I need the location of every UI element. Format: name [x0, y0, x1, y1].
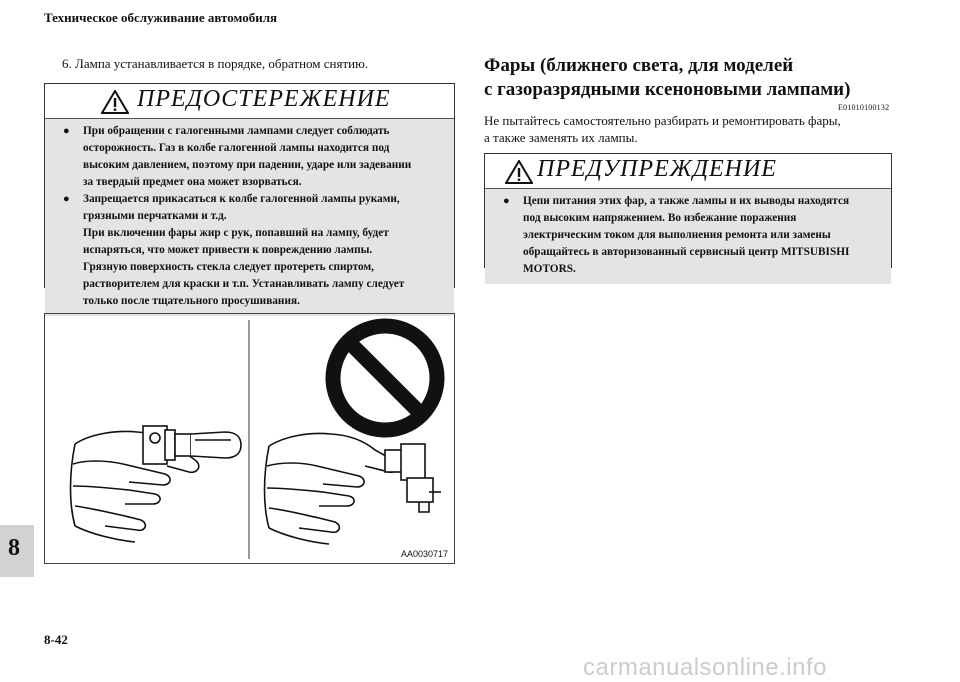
step-6-text: 6. Лампа устанавливается в порядке, обратном снятию.: [62, 56, 369, 71]
caution-box-title: ПРЕДУПРЕЖДЕНИЕ: [537, 156, 777, 182]
figure-code: AA0030717: [400, 549, 448, 559]
warning-item-1: ● При обращении с галогенными лампами следует соблюдать осторожность. Газ в колбе галогенной лампы находится под высоким давлением, поэтому при падении, ударе или задевании за твердый предмет она может взорваться.: [63, 125, 412, 188]
warning-triangle-icon: [101, 90, 129, 114]
caution-item-1: ● Цепи питания этих фар, а также лампы и их выводы находятся под высоким напряжением. Во избежание поражения электрическим током для выполнения ремонта или замены обращайтесь в авторизованный сервисный центр MITSUBISHI MOTORS.: [503, 195, 850, 275]
hand-touching-glass-wrong: [265, 434, 398, 545]
caution-box-header: [485, 154, 891, 188]
warning-box-body: [45, 118, 454, 316]
page-number: 8-42: [44, 632, 68, 647]
watermark: carmanualsonline.info: [583, 654, 827, 681]
halogen-bulb-right: [385, 444, 441, 512]
section-ref-code: E01010100132: [838, 103, 890, 112]
section-intro-text: Не пытайтесь самостоятельно разбирать и ремонтировать фары, а также заменять их лампы.: [484, 113, 841, 145]
bullet-dot-icon: ●: [63, 125, 70, 137]
illustration-halogen-bulb: [44, 313, 455, 564]
warning-item-2-continuation: При включении фары жир с рук, попавший на лампу, будет испаряться, что может привести к повреждению лампы. Грязную поверхность стекла следует протереть спиртом, растворителем для краски и т.п. Устанавливать лампу следует только после тщательного просушивания.: [83, 227, 405, 307]
warning-box-predosterezhenie: [44, 83, 455, 307]
prohibition-icon: [333, 326, 437, 430]
chapter-tab: 8: [0, 525, 34, 577]
caution-box-preduprezhdenie: [484, 153, 892, 275]
warning-box-title: ПРЕДОСТЕРЕЖЕНИЕ: [137, 86, 391, 112]
bullet-dot-icon: ●: [503, 195, 510, 207]
caution-box-body: [485, 188, 891, 284]
bulb-handling-drawing: [45, 314, 454, 563]
section-title: Фары (ближнего света, для моделей с газоразрядными ксеноновыми лампами): [484, 55, 851, 100]
warning-box-header: [45, 84, 454, 118]
bullet-dot-icon: ●: [63, 193, 70, 205]
running-header: Техническое обслуживание автомобиля: [44, 10, 278, 25]
warning-triangle-icon: [505, 160, 533, 184]
warning-item-2: ● Запрещается прикасаться к колбе галогенной лампы руками, грязными перчатками и т.д.: [63, 193, 400, 222]
